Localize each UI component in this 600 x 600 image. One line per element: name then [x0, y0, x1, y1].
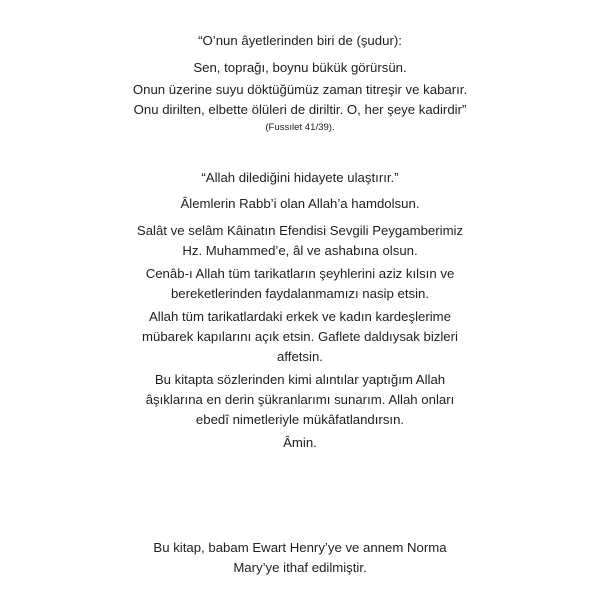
verse-citation: (Fussılet 41/39).	[265, 122, 335, 133]
dedication-line: Bu kitap, babam Ewart Henry’ye ve annem Norma	[153, 540, 447, 555]
quote-line: “Allah dilediğini hidayete ulaştırır.”	[201, 170, 399, 185]
amen-line: Âmin.	[283, 435, 317, 450]
gratitude-line: âşıklarına en derin şükranlarımı sunarım. Allah onları	[145, 392, 455, 407]
verse-line: Onu dirilten, elbette ölüleri de diriltir. O, her şeye kadirdir”	[133, 102, 467, 117]
praise-line: Âlemlerin Rabb’i olan Allah’a hamdolsun.	[180, 196, 420, 211]
brothers-line: mübarek kapılarını açık etsin. Gaflete daldıysak bizleri	[142, 329, 458, 344]
verse-line: Onun üzerine suyu döktüğümüz zaman titreşir ve kabarır.	[132, 82, 468, 97]
verse-line: “O’nun âyetlerinden biri de (şudur):	[198, 33, 402, 48]
dedication-line: Mary’ye ithaf edilmiştir.	[233, 560, 367, 575]
sheikhs-line: bereketlerinden faydalanmamızı nasip etsin.	[170, 286, 430, 301]
sheikhs-line: Cenâb-ı Allah tüm tarikatların şeyhlerini aziz kılsın ve	[145, 266, 455, 281]
salat-line: Salât ve selâm Kâinatın Efendisi Sevgili Peygamberimiz	[136, 223, 464, 238]
brothers-line: Allah tüm tarikatlardaki erkek ve kadın kardeşlerime	[149, 309, 451, 324]
gratitude-line: Bu kitapta sözlerinden kimi alıntılar yaptığım Allah	[154, 372, 446, 387]
gratitude-line: ebedî nimetleriyle mükâfatlandırsın.	[195, 412, 405, 427]
verse-line: Sen, toprağı, boynu bükük görürsün.	[193, 60, 407, 75]
salat-line: Hz. Muhammed’e, âl ve ashabına olsun.	[182, 243, 418, 258]
brothers-line: affetsin.	[277, 349, 323, 364]
